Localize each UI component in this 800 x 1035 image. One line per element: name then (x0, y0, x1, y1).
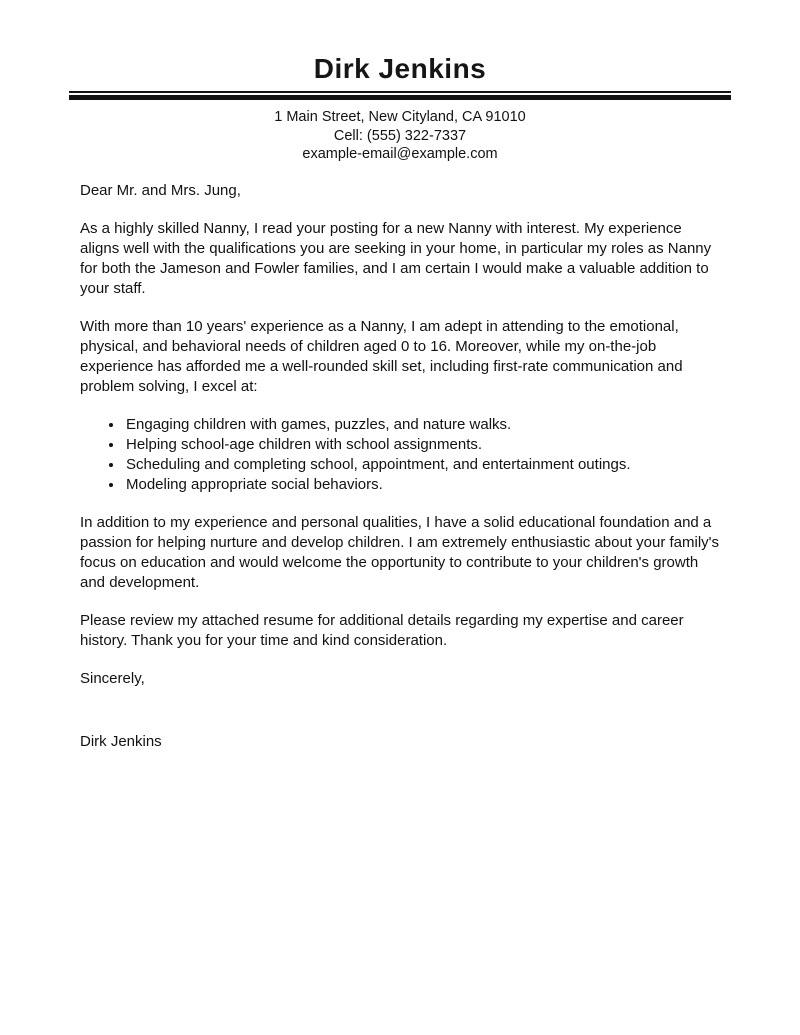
divider-thick-rule (69, 95, 731, 100)
header-divider (69, 91, 731, 100)
paragraph-intro: As a highly skilled Nanny, I read your posting for a new Nanny with interest. My experience aligns well with the qualifications you are seeking in your home, in particular my roles as Nanny for both the Jameson and Fowler families, and I am certain I would make a valuable addition to your staff. (80, 219, 712, 297)
paragraph-closing: Please review my attached resume for additional details regarding my expertise and career history. Thank you for your time and kind consideration. (80, 611, 684, 649)
signature-name: Dirk Jenkins (80, 732, 162, 750)
bullet-item: • Engaging children with games, puzzles, and nature walks. (124, 415, 720, 435)
page-title: Dirk Jenkins (313, 53, 487, 84)
skills-bullet-list (80, 415, 720, 495)
bullet-item: • Helping school-age children with school assignments. (124, 435, 720, 455)
letter-body (80, 181, 720, 752)
contact-address: 1 Main Street, New Cityland, CA 91010 (274, 109, 526, 125)
bullet-item: • Scheduling and completing school, appointment, and entertainment outings. (124, 455, 720, 475)
bullet-item: • Modeling appropriate social behaviors. (124, 475, 720, 495)
paragraph-experience: With more than 10 years' experience as a Nanny, I am adept in attending to the emotional, physical, and behavioral needs of children aged 0 to 16. Moreover, while my on-the-job experience has afforded me a well-rounded skill set, including first-rate communication and problem solving, I excel at: (80, 317, 683, 395)
contact-email: example-email@example.com (302, 146, 498, 162)
paragraph-education: In addition to my experience and personal qualities, I have a solid educational foundation and a passion for helping nurture and develop children. I am extremely enthusiastic about your family's focus on education and would welcome the opportunity to contribute to your children's growth and development. (80, 513, 720, 591)
salutation: Dear Mr. and Mrs. Jung, (80, 181, 241, 199)
signoff: Sincerely, (80, 669, 145, 687)
contact-block (80, 108, 720, 164)
contact-phone: Cell: (555) 322-7337 (333, 127, 467, 144)
